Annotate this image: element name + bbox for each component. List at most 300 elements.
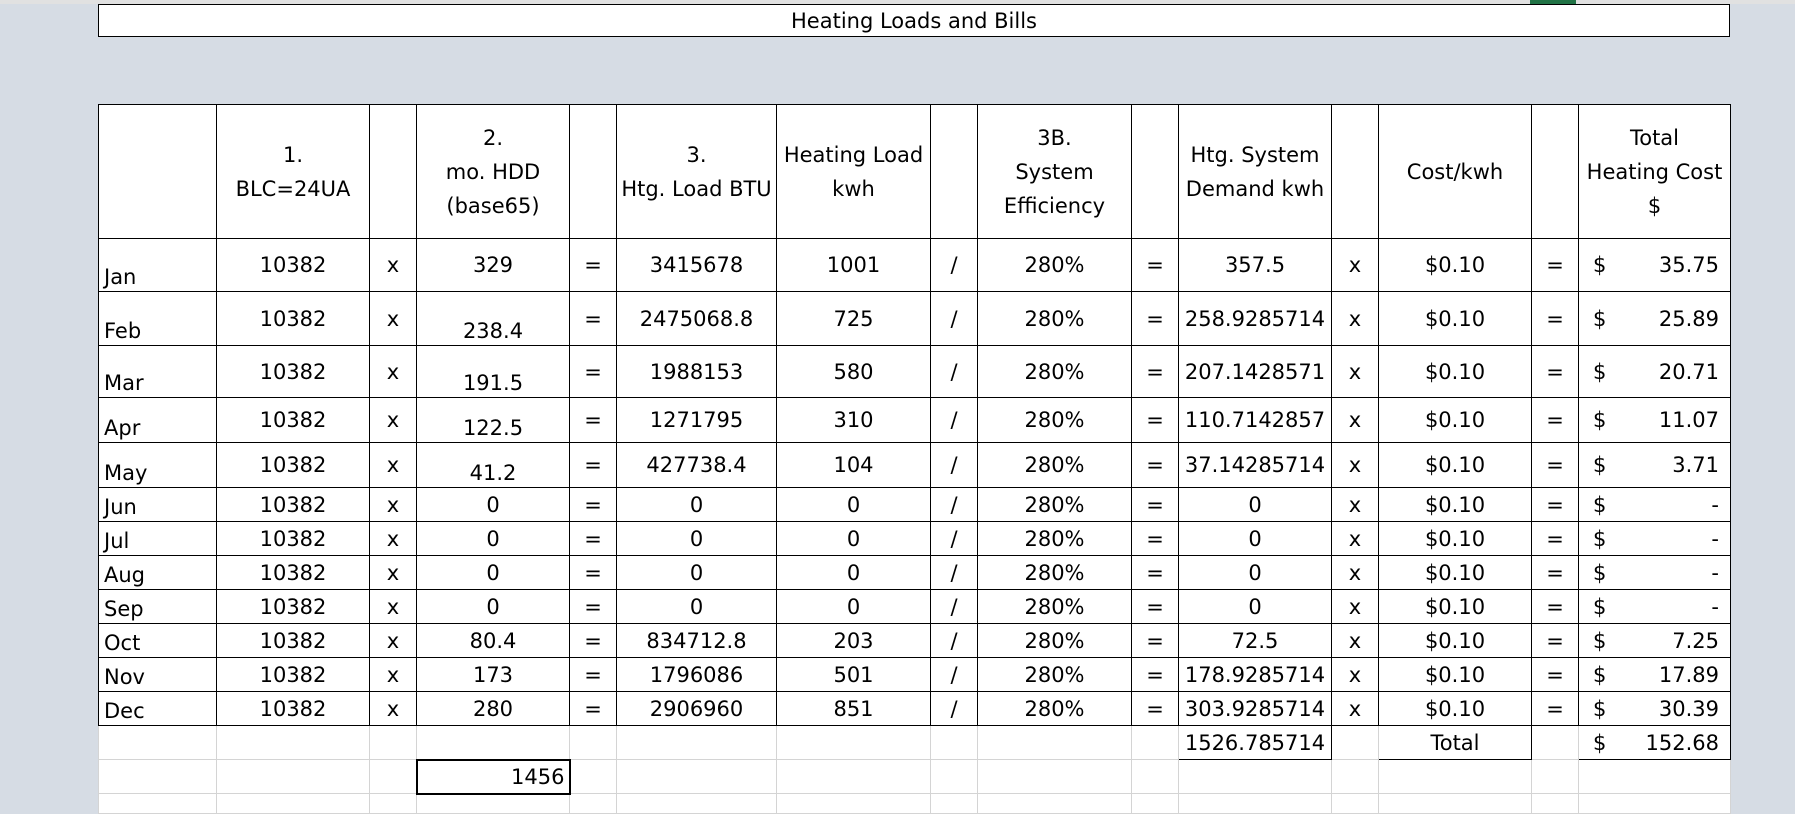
cell-cost[interactable]: $0.10 [1379, 590, 1532, 624]
cell-hdd[interactable]: 0 [417, 488, 570, 522]
cell-month[interactable]: Mar [99, 346, 217, 398]
cell-demand[interactable]: 37.14285714 [1179, 443, 1332, 488]
cell-op1[interactable]: x [370, 443, 417, 488]
header-load-btu-line2: Htg. Load BTU [621, 176, 772, 201]
cell-op6[interactable]: = [1532, 488, 1579, 522]
cell-op5[interactable]: x [1332, 590, 1379, 624]
cell-blc[interactable]: 10382 [217, 488, 370, 522]
month-row [99, 488, 1731, 522]
cell-op2[interactable]: = [570, 624, 617, 658]
dollar-sign: $ [1593, 492, 1607, 517]
total-value: 17.89 [1658, 662, 1719, 687]
cell-demand[interactable]: 0 [1179, 556, 1332, 590]
empty-cell[interactable] [1379, 760, 1532, 794]
totals-cell[interactable] [931, 726, 978, 760]
total-value: - [1711, 492, 1719, 517]
dollar-sign: $ [1593, 730, 1607, 755]
cell-cost[interactable]: $0.10 [1379, 398, 1532, 443]
header-load-kwh-line2: kwh [832, 176, 875, 201]
cell-op6[interactable]: = [1532, 590, 1579, 624]
cell-op2[interactable]: = [570, 239, 617, 292]
cell-cost[interactable]: $0.10 [1379, 556, 1532, 590]
cell-eff[interactable]: 280% [978, 292, 1132, 346]
dollar-sign: $ [1593, 453, 1607, 477]
cell-op3[interactable]: / [931, 488, 978, 522]
header-load-kwh[interactable] [777, 105, 931, 239]
cell-blc[interactable]: 10382 [217, 346, 370, 398]
header-load-btu[interactable] [617, 105, 777, 239]
cell-kwh[interactable]: 501 [777, 658, 931, 692]
totals-cell[interactable] [217, 726, 370, 760]
empty-cell[interactable] [217, 794, 370, 814]
empty-cell[interactable] [1379, 794, 1532, 814]
empty-cell[interactable] [1532, 794, 1579, 814]
empty-cell[interactable] [99, 760, 217, 794]
header-demand-line2: Demand kwh [1185, 176, 1325, 201]
empty-cell[interactable] [777, 760, 931, 794]
cell-op6[interactable]: = [1532, 239, 1579, 292]
header-load-btu-line1: 3. [686, 142, 707, 167]
cell-hdd[interactable]: 0 [417, 590, 570, 624]
header-op2[interactable] [570, 105, 617, 239]
empty-cell[interactable] [370, 794, 417, 814]
totals-row [99, 726, 1731, 760]
header-month[interactable] [99, 105, 217, 239]
empty-cell[interactable] [1132, 760, 1179, 794]
cell-btu[interactable]: 1271795 [617, 398, 777, 443]
header-total-cost-line3: $ [1647, 193, 1662, 218]
cell-total[interactable] [1579, 556, 1731, 590]
cell-total[interactable] [1579, 239, 1731, 292]
month-row [99, 692, 1731, 726]
hdd-sum-row [99, 760, 1731, 794]
cell-op5[interactable]: x [1332, 488, 1379, 522]
header-demand[interactable] [1179, 105, 1332, 239]
header-demand-line1: Htg. System [1190, 142, 1320, 167]
total-value: - [1711, 594, 1719, 619]
cell-op5[interactable]: x [1332, 556, 1379, 590]
total-value: 3.71 [1672, 453, 1719, 477]
cell-kwh[interactable]: 1001 [777, 239, 931, 292]
cell-blc[interactable]: 10382 [217, 398, 370, 443]
cell-cost[interactable]: $0.10 [1379, 239, 1532, 292]
cell-op3[interactable]: / [931, 398, 978, 443]
empty-cell[interactable] [1132, 794, 1179, 814]
header-op6[interactable] [1532, 105, 1579, 239]
month-row [99, 443, 1731, 488]
header-efficiency-line2: System [1015, 159, 1094, 184]
cell-op5[interactable]: x [1332, 522, 1379, 556]
cell-blc[interactable]: 10382 [217, 658, 370, 692]
cell-op4[interactable]: = [1132, 624, 1179, 658]
cell-blc[interactable]: 10382 [217, 239, 370, 292]
cell-op4[interactable]: = [1132, 658, 1179, 692]
cell-eff[interactable]: 280% [978, 488, 1132, 522]
cell-op2[interactable]: = [570, 556, 617, 590]
cell-btu[interactable]: 1988153 [617, 346, 777, 398]
cell-cost[interactable]: $0.10 [1379, 522, 1532, 556]
cell-op1[interactable]: x [370, 692, 417, 726]
cell-demand[interactable]: 72.5 [1179, 624, 1332, 658]
blank-row [99, 794, 1731, 814]
month-row [99, 556, 1731, 590]
totals-cell[interactable] [617, 726, 777, 760]
dollar-sign: $ [1593, 359, 1607, 384]
cell-op5[interactable]: x [1332, 346, 1379, 398]
header-row [99, 105, 1731, 239]
cell-month[interactable]: Apr [99, 398, 217, 443]
dollar-sign: $ [1593, 526, 1607, 551]
cell-kwh[interactable]: 580 [777, 346, 931, 398]
cell-month[interactable]: Sep [99, 590, 217, 624]
total-value: 25.89 [1658, 306, 1719, 331]
cell-hdd[interactable]: 329 [417, 239, 570, 292]
cell-total[interactable] [1579, 522, 1731, 556]
total-value: - [1711, 560, 1719, 585]
header-blc-line1: 1. [282, 142, 304, 167]
dollar-sign: $ [1593, 306, 1607, 331]
cell-kwh[interactable]: 0 [777, 556, 931, 590]
grand-total-value: 152.68 [1645, 730, 1719, 755]
totals-cell[interactable] [417, 726, 570, 760]
empty-cell[interactable] [1179, 794, 1332, 814]
month-row [99, 239, 1731, 292]
totals-cell[interactable] [777, 726, 931, 760]
cell-month[interactable]: Jul [99, 522, 217, 556]
cell-op6[interactable]: = [1532, 443, 1579, 488]
cell-op4[interactable]: = [1132, 488, 1179, 522]
cell-btu[interactable]: 1796086 [617, 658, 777, 692]
dollar-sign: $ [1593, 594, 1607, 619]
cell-total[interactable] [1579, 692, 1731, 726]
cell-blc[interactable]: 10382 [217, 292, 370, 346]
empty-cell[interactable] [1579, 794, 1731, 814]
cell-hdd[interactable]: 191.5 [417, 346, 570, 398]
empty-cell[interactable] [217, 760, 370, 794]
cell-btu[interactable]: 834712.8 [617, 624, 777, 658]
cell-demand[interactable]: 178.9285714 [1179, 658, 1332, 692]
cell-op3[interactable]: / [931, 658, 978, 692]
cell-month[interactable]: Jun [99, 488, 217, 522]
cell-op3[interactable]: / [931, 239, 978, 292]
cell-op6[interactable]: = [1532, 522, 1579, 556]
sheet-title[interactable]: Heating Loads and Bills [98, 4, 1730, 37]
cell-op4[interactable]: = [1132, 590, 1179, 624]
month-row [99, 658, 1731, 692]
empty-cell[interactable] [617, 794, 777, 814]
cell-op6[interactable]: = [1532, 692, 1579, 726]
cell-month[interactable]: Aug [99, 556, 217, 590]
cell-op4[interactable]: = [1132, 443, 1179, 488]
total-value: - [1711, 526, 1719, 551]
total-value: 7.25 [1672, 628, 1719, 653]
cell-cost[interactable]: $0.10 [1379, 658, 1532, 692]
total-value: 20.71 [1658, 359, 1719, 384]
empty-cell[interactable] [978, 794, 1132, 814]
cell-hdd[interactable]: 238.4 [417, 292, 570, 346]
cell-month[interactable]: May [99, 443, 217, 488]
empty-cell[interactable] [1532, 760, 1579, 794]
empty-cell[interactable] [570, 760, 617, 794]
totals-cell[interactable] [1332, 726, 1379, 760]
cell-op4[interactable]: = [1132, 692, 1179, 726]
cell-op6[interactable]: = [1532, 346, 1579, 398]
totals-cell[interactable] [1532, 726, 1579, 760]
cell-hdd[interactable]: 0 [417, 556, 570, 590]
header-op5[interactable] [1332, 105, 1379, 239]
empty-cell[interactable] [777, 794, 931, 814]
cell-hdd[interactable]: 80.4 [417, 624, 570, 658]
cell-blc[interactable]: 10382 [217, 624, 370, 658]
cell-op2[interactable]: = [570, 522, 617, 556]
month-row [99, 292, 1731, 346]
cell-eff[interactable]: 280% [978, 522, 1132, 556]
cell-op3[interactable]: / [931, 624, 978, 658]
month-row [99, 624, 1731, 658]
header-op1[interactable] [370, 105, 417, 239]
cell-op3[interactable]: / [931, 292, 978, 346]
cell-op2[interactable]: = [570, 346, 617, 398]
header-op4[interactable] [1132, 105, 1179, 239]
cell-kwh[interactable]: 104 [777, 443, 931, 488]
totals-cell[interactable] [570, 726, 617, 760]
cell-cost[interactable]: $0.10 [1379, 624, 1532, 658]
cell-op1[interactable]: x [370, 239, 417, 292]
cell-op4[interactable]: = [1132, 346, 1179, 398]
cell-op1[interactable]: x [370, 292, 417, 346]
cell-kwh[interactable]: 725 [777, 292, 931, 346]
cell-op5[interactable]: x [1332, 624, 1379, 658]
cell-kwh[interactable]: 851 [777, 692, 931, 726]
hdd-sum[interactable]: 1456 [417, 760, 570, 794]
cell-op5[interactable]: x [1332, 692, 1379, 726]
cell-eff[interactable]: 280% [978, 556, 1132, 590]
dollar-sign: $ [1593, 696, 1607, 721]
cell-btu[interactable]: 0 [617, 488, 777, 522]
header-blc-line2: BLC=24UA [235, 176, 351, 201]
cell-btu[interactable]: 3415678 [617, 239, 777, 292]
cell-op1[interactable]: x [370, 522, 417, 556]
cell-cost[interactable]: $0.10 [1379, 346, 1532, 398]
cell-op4[interactable]: = [1132, 239, 1179, 292]
cell-op3[interactable]: / [931, 522, 978, 556]
cell-eff[interactable]: 280% [978, 590, 1132, 624]
cell-cost[interactable]: $0.10 [1379, 443, 1532, 488]
empty-cell[interactable] [617, 760, 777, 794]
totals-cell[interactable] [370, 726, 417, 760]
cell-eff[interactable]: 280% [978, 443, 1132, 488]
header-load-kwh-line1: Heating Load [783, 142, 924, 167]
cell-total[interactable] [1579, 292, 1731, 346]
cell-cost[interactable]: $0.10 [1379, 292, 1532, 346]
cell-op2[interactable]: = [570, 398, 617, 443]
cell-btu[interactable]: 0 [617, 556, 777, 590]
total-value: 35.75 [1658, 253, 1719, 277]
cell-cost[interactable]: $0.10 [1379, 692, 1532, 726]
cell-demand[interactable]: 303.9285714 [1179, 692, 1332, 726]
header-efficiency-line1: 3B. [1037, 125, 1072, 150]
cell-op2[interactable]: = [570, 443, 617, 488]
dollar-sign: $ [1593, 662, 1607, 687]
cell-eff[interactable]: 280% [978, 346, 1132, 398]
cell-demand[interactable]: 0 [1179, 522, 1332, 556]
cell-kwh[interactable]: 0 [777, 590, 931, 624]
cell-month[interactable]: Feb [99, 292, 217, 346]
cell-btu[interactable]: 2906960 [617, 692, 777, 726]
cell-btu[interactable]: 0 [617, 522, 777, 556]
header-efficiency-line3: Efficiency [1003, 193, 1106, 218]
cell-op4[interactable]: = [1132, 556, 1179, 590]
cell-op6[interactable]: = [1532, 556, 1579, 590]
cell-op2[interactable]: = [570, 488, 617, 522]
cell-blc[interactable]: 10382 [217, 692, 370, 726]
cell-total[interactable] [1579, 346, 1731, 398]
cell-total[interactable] [1579, 658, 1731, 692]
header-total-cost[interactable] [1579, 105, 1731, 239]
cell-eff[interactable]: 280% [978, 398, 1132, 443]
cell-kwh[interactable]: 0 [777, 522, 931, 556]
cell-op2[interactable]: = [570, 590, 617, 624]
header-op3[interactable] [931, 105, 978, 239]
cell-eff[interactable]: 280% [978, 692, 1132, 726]
cell-op4[interactable]: = [1132, 398, 1179, 443]
cell-op5[interactable]: x [1332, 658, 1379, 692]
cell-cost[interactable]: $0.10 [1379, 488, 1532, 522]
empty-cell[interactable] [417, 794, 570, 814]
cell-op3[interactable]: / [931, 346, 978, 398]
cell-op3[interactable]: / [931, 590, 978, 624]
cell-total[interactable] [1579, 488, 1731, 522]
empty-cell[interactable] [1332, 760, 1379, 794]
cell-total[interactable] [1579, 624, 1731, 658]
total-label[interactable]: Total [1379, 726, 1532, 760]
cell-demand[interactable]: 0 [1179, 590, 1332, 624]
cell-demand[interactable]: 0 [1179, 488, 1332, 522]
month-row [99, 398, 1731, 443]
cell-op2[interactable]: = [570, 692, 617, 726]
month-row [99, 590, 1731, 624]
cell-hdd[interactable]: 122.5 [417, 398, 570, 443]
empty-cell[interactable] [570, 794, 617, 814]
cell-eff[interactable]: 280% [978, 658, 1132, 692]
cell-op6[interactable]: = [1532, 398, 1579, 443]
cell-op1[interactable]: x [370, 590, 417, 624]
header-cost-kwh[interactable] [1379, 105, 1532, 239]
totals-cell[interactable] [99, 726, 217, 760]
cell-demand[interactable]: 258.9285714 [1179, 292, 1332, 346]
empty-cell[interactable] [931, 794, 978, 814]
header-total-cost-line1: Total [1629, 125, 1680, 150]
dollar-sign: $ [1593, 560, 1607, 585]
cell-op5[interactable]: x [1332, 398, 1379, 443]
empty-cell[interactable] [1179, 760, 1332, 794]
empty-cell[interactable] [931, 760, 978, 794]
cell-op6[interactable]: = [1532, 624, 1579, 658]
cell-blc[interactable]: 10382 [217, 522, 370, 556]
cell-op6[interactable]: = [1532, 658, 1579, 692]
grand-total[interactable] [1579, 726, 1731, 760]
cell-eff[interactable]: 280% [978, 624, 1132, 658]
cell-op3[interactable]: / [931, 556, 978, 590]
cell-hdd[interactable]: 173 [417, 658, 570, 692]
cell-op1[interactable]: x [370, 488, 417, 522]
header-hdd-line1: 2. [482, 125, 504, 150]
header-blc[interactable] [217, 105, 370, 239]
cell-op5[interactable]: x [1332, 292, 1379, 346]
cell-demand[interactable]: 110.7142857 [1179, 398, 1332, 443]
cell-op1[interactable]: x [370, 346, 417, 398]
empty-cell[interactable] [99, 794, 217, 814]
cell-op5[interactable]: x [1332, 443, 1379, 488]
cell-op4[interactable]: = [1132, 292, 1179, 346]
dollar-sign: $ [1593, 408, 1607, 432]
cell-op5[interactable]: x [1332, 239, 1379, 292]
month-row [99, 522, 1731, 556]
cell-btu[interactable]: 2475068.8 [617, 292, 777, 346]
demand-sum[interactable]: 1526.785714 [1179, 726, 1332, 760]
cell-demand[interactable]: 207.1428571 [1179, 346, 1332, 398]
empty-cell[interactable] [370, 760, 417, 794]
header-efficiency[interactable] [978, 105, 1132, 239]
header-hdd-line3: (base65) [446, 193, 540, 218]
cell-total[interactable] [1579, 443, 1731, 488]
cell-blc[interactable]: 10382 [217, 590, 370, 624]
cell-eff[interactable]: 280% [978, 239, 1132, 292]
cell-hdd[interactable]: 41.2 [417, 443, 570, 488]
cell-month[interactable]: Jan [99, 239, 217, 292]
cell-btu[interactable]: 0 [617, 590, 777, 624]
total-value: 11.07 [1658, 408, 1719, 432]
cell-total[interactable] [1579, 398, 1731, 443]
cell-op6[interactable]: = [1532, 292, 1579, 346]
header-hdd[interactable] [417, 105, 570, 239]
cell-op3[interactable]: / [931, 692, 978, 726]
cell-kwh[interactable]: 310 [777, 398, 931, 443]
cell-op1[interactable]: x [370, 398, 417, 443]
totals-cell[interactable] [1132, 726, 1179, 760]
heating-table [98, 104, 1731, 814]
cell-op2[interactable]: = [570, 292, 617, 346]
cell-kwh[interactable]: 0 [777, 488, 931, 522]
cell-blc[interactable]: 10382 [217, 443, 370, 488]
totals-cell[interactable] [978, 726, 1132, 760]
month-row [99, 346, 1731, 398]
header-cost-kwh-line1: Cost/kwh [1406, 159, 1504, 184]
cell-month[interactable]: Nov [99, 658, 217, 692]
cell-month[interactable]: Oct [99, 624, 217, 658]
cell-op4[interactable]: = [1132, 522, 1179, 556]
empty-cell[interactable] [1579, 760, 1731, 794]
cell-month[interactable]: Dec [99, 692, 217, 726]
empty-cell[interactable] [978, 760, 1132, 794]
cell-op1[interactable]: x [370, 556, 417, 590]
dollar-sign: $ [1593, 628, 1607, 653]
cell-demand[interactable]: 357.5 [1179, 239, 1332, 292]
cell-op1[interactable]: x [370, 624, 417, 658]
cell-hdd[interactable]: 280 [417, 692, 570, 726]
cell-total[interactable] [1579, 590, 1731, 624]
cell-blc[interactable]: 10382 [217, 556, 370, 590]
cell-op3[interactable]: / [931, 443, 978, 488]
dollar-sign: $ [1593, 253, 1607, 277]
empty-cell[interactable] [1332, 794, 1379, 814]
total-value: 30.39 [1658, 696, 1719, 721]
cell-op1[interactable]: x [370, 658, 417, 692]
cell-hdd[interactable]: 0 [417, 522, 570, 556]
cell-op2[interactable]: = [570, 658, 617, 692]
cell-btu[interactable]: 427738.4 [617, 443, 777, 488]
cell-kwh[interactable]: 203 [777, 624, 931, 658]
